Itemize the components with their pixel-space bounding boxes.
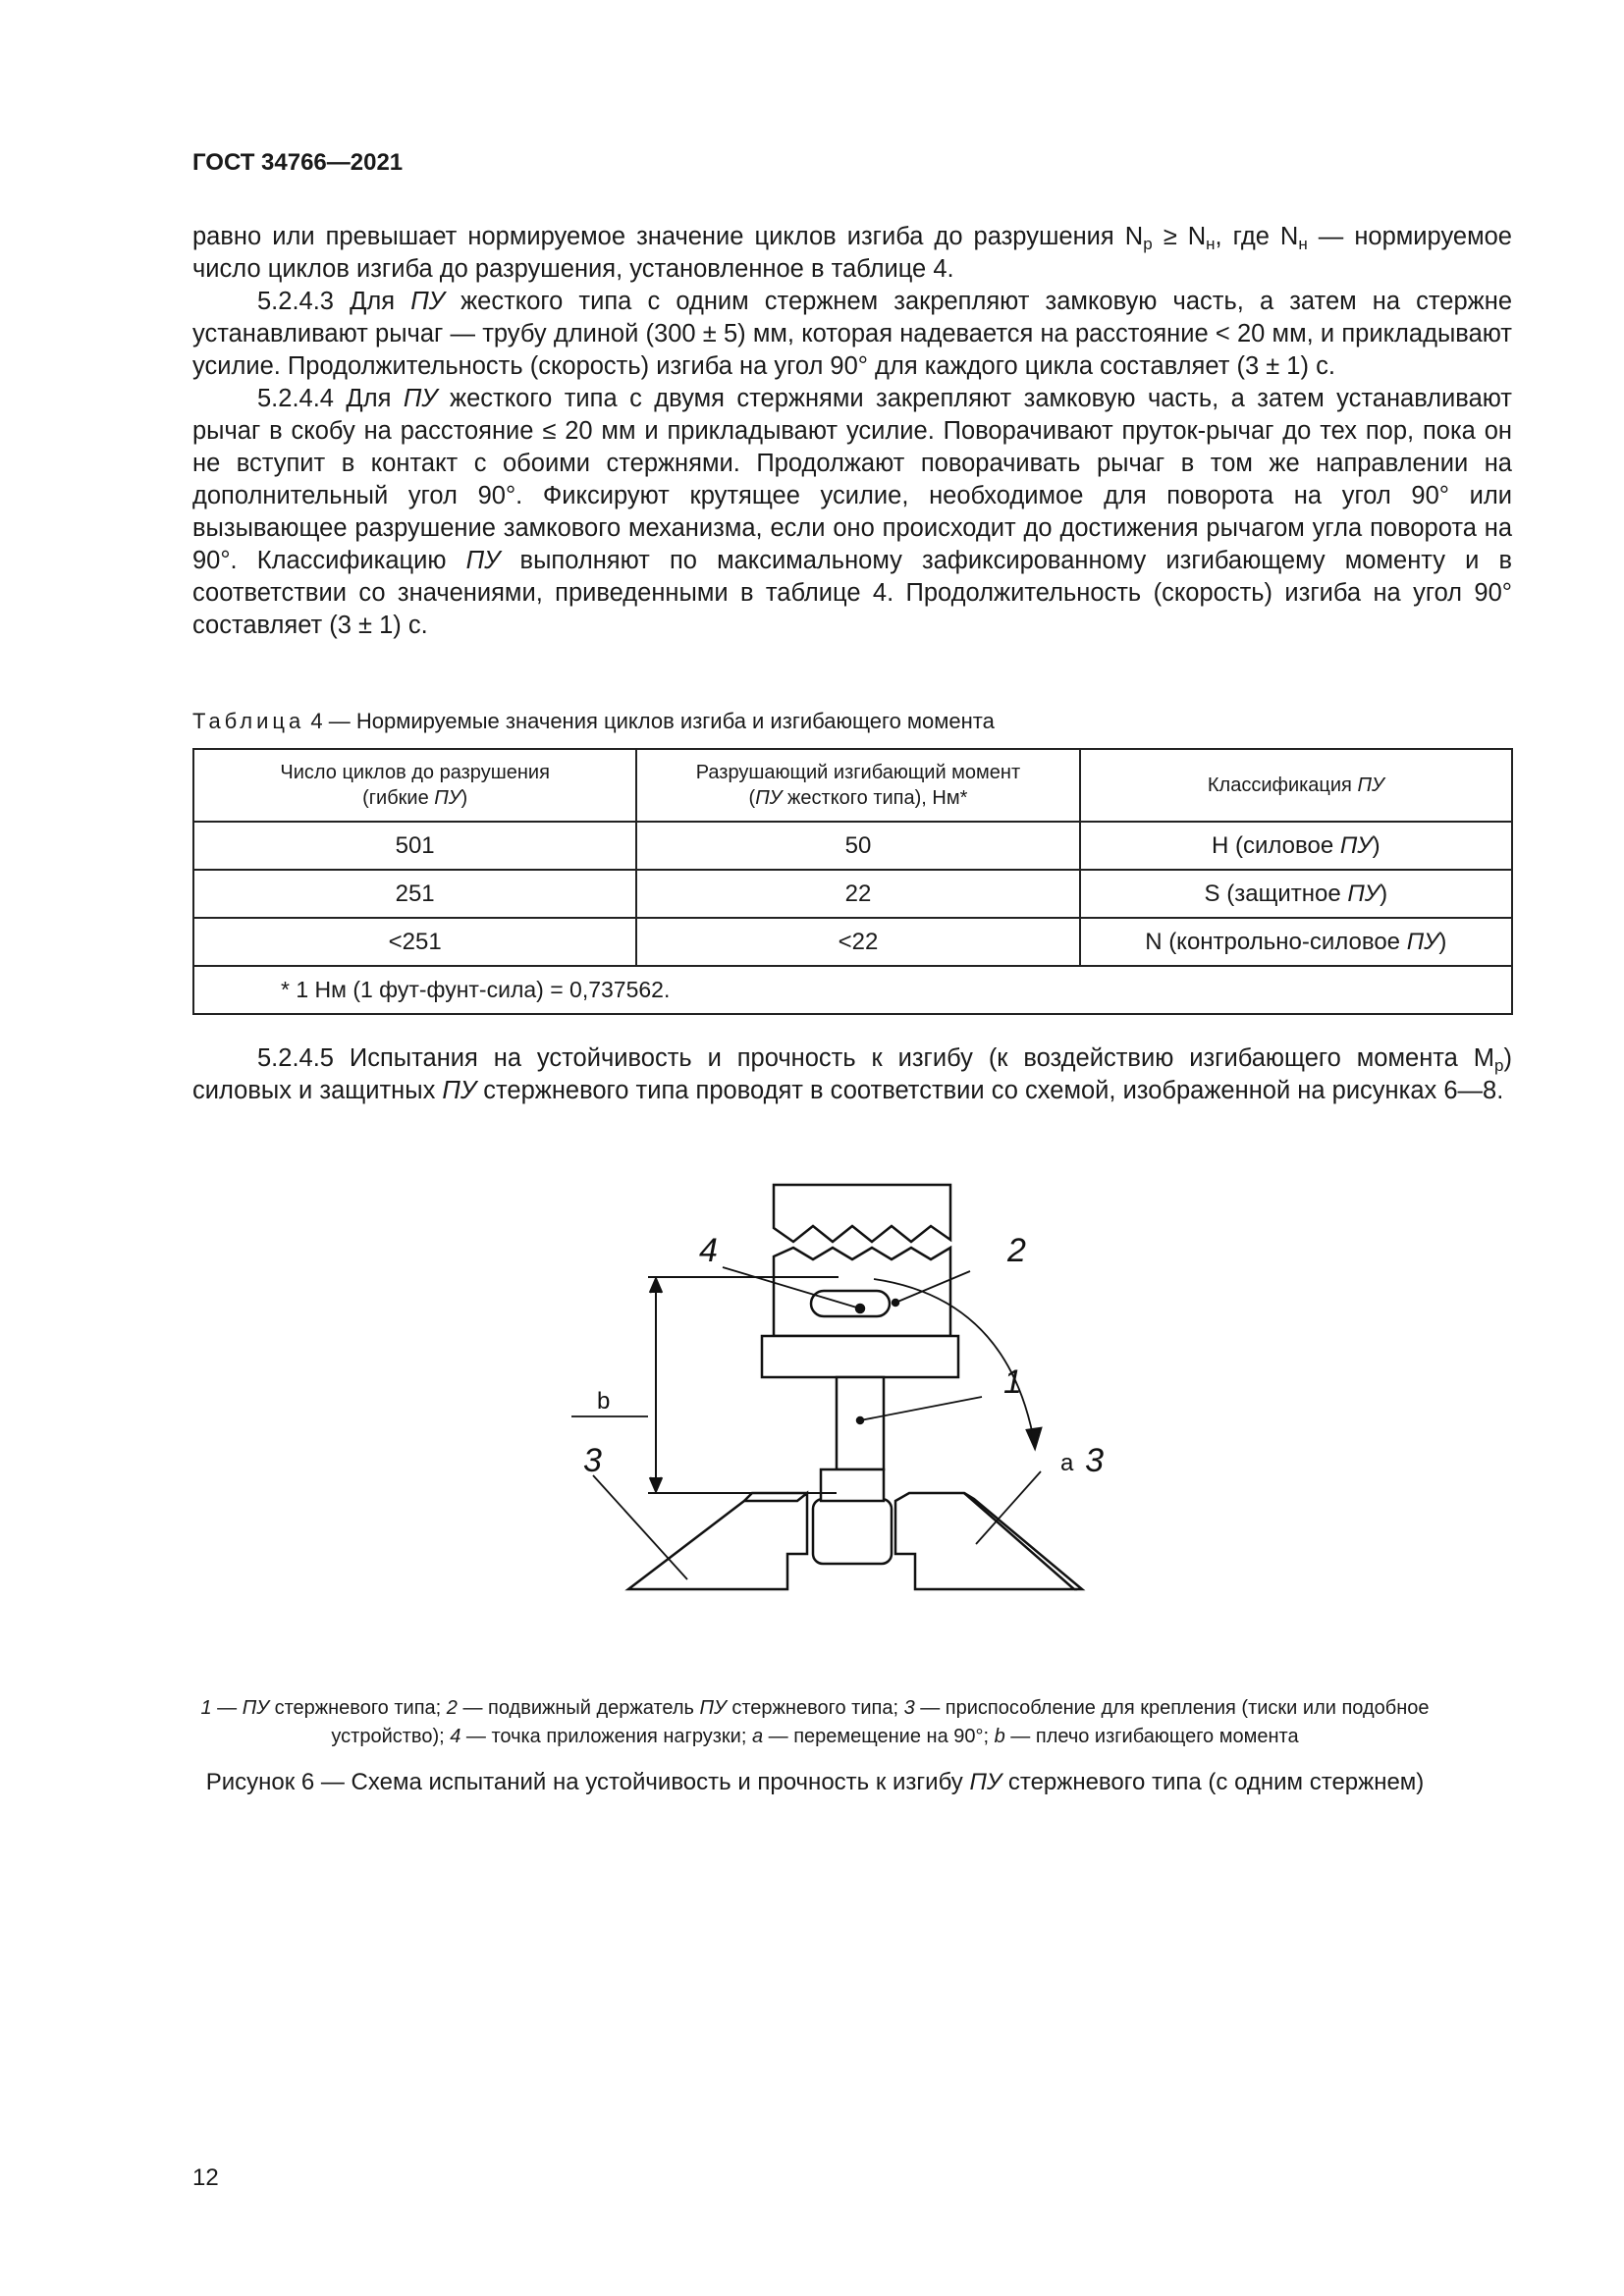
- arrow-bottom: [650, 1477, 662, 1491]
- cell-cycles: <251: [193, 918, 636, 966]
- paragraph-continuation: равно или превышает нормируемое значение циклов изгиба до разрушения $N_р \ge N_н$, где $N_н$ — нормируемое число циклов изгиба до разрушения, установленное в таблице 4.: [192, 223, 1512, 283]
- table-row: [193, 870, 1512, 918]
- label-3-left: 3: [583, 1442, 602, 1479]
- paragraph-5-2-4-5: 5.2.4.5 Испытания на устойчивость и прочность к изгибу (к воздействию изгибающего момента $M_р$) силовых и защитных ПУ стержневого типа проводят в соответствии со схемой, изображенной на рисунках 6—8.: [192, 1044, 1512, 1104]
- cell-moment: 50: [636, 822, 1079, 870]
- page-number: 12: [192, 2164, 219, 2191]
- header-cycles: Число циклов до разрушения (гибкие ПУ): [193, 749, 636, 822]
- table-footnote: * 1 Нм (1 фут-фунт-сила) = 0,737562.: [193, 966, 1512, 1014]
- cell-classification: N (контрольно-силовое ПУ): [1080, 918, 1512, 966]
- table-header-row: [193, 749, 1512, 822]
- paragraph-5-2-4-4: 5.2.4.4 Для ПУ жесткого типа с двумя стержнями закрепляют замковую часть, а затем устанавливают рычаг в скобу на расстояние ≤ 20 мм и прикладывают усилие. Поворачивают пруток-рычаг до тех пор, пока он не вступит в контакт с обоими стержнями. Продолжают поворачивать рычаг в том же направлении на дополнительный угол 90°. Фиксируют крутящее усилие, необходимое для поворота на угол 90° или вызывающее разрушение замкового механизма, если оно происходит до достижения рычагом угла поворота на 90°. Классификацию ПУ выполняют по максимальному зафиксированному изгибающему моменту и в соответствии со значениями, приведенными в таблице 4. Продолжительность (скорость) изгиба на угол 90° составляет (3 ± 1) с.: [192, 385, 1513, 639]
- rotation-arrow: [1027, 1428, 1041, 1448]
- cell-classification: Н (силовое ПУ): [1080, 822, 1512, 870]
- rod-neck: [821, 1469, 884, 1501]
- cell-classification: S (защитное ПУ): [1080, 870, 1512, 918]
- figure-legend: 1 — ПУ стержневого типа; 2 — подвижный держатель ПУ стержневого типа; 3 — приспособление для крепления (тиски или подобное устройство); 4 — точка приложения нагрузки; a — перемещение на 90°; b — плечо изгибающего момента: [200, 1697, 1430, 1747]
- cell-moment: 22: [636, 870, 1079, 918]
- cell-cycles: 251: [193, 870, 636, 918]
- figure-caption: Рисунок 6 — Схема испытаний на устойчивость и прочность к изгибу ПУ стержневого типа (с одним стержнем): [205, 1769, 1425, 1795]
- load-point: [856, 1305, 864, 1312]
- holder-slot: [811, 1291, 890, 1316]
- label-b: b: [597, 1388, 611, 1415]
- holder-point: [893, 1300, 898, 1306]
- table-row: [193, 918, 1512, 966]
- label-2: 2: [1007, 1232, 1026, 1269]
- paragraph-5-2-4-3: 5.2.4.3 Для ПУ жесткого типа с одним стержнем закрепляют замковую часть, а затем на стержне устанавливают рычаг — трубу длиной (300 ± 5) мм, которая надевается на расстояние < 20 мм, и прикладывают усилие. Продолжительность (скорость) изгиба на угол 90° для каждого цикла составляет (3 ± 1) с.: [192, 288, 1512, 380]
- label-a: a: [1060, 1450, 1074, 1476]
- label-4: 4: [699, 1232, 718, 1269]
- upper-jaw: [774, 1185, 950, 1242]
- body-text: [192, 221, 1512, 642]
- label-1: 1: [1003, 1363, 1022, 1401]
- table-caption: Таблица 4 — Нормируемые значения циклов изгиба и изгибающего момента: [192, 709, 995, 733]
- cell-cycles: 501: [193, 822, 636, 870]
- table-row: [193, 822, 1512, 870]
- label-3-right: 3: [1085, 1442, 1104, 1479]
- header-classification: Классификация ПУ: [1080, 749, 1512, 822]
- rod-clamp: [813, 1499, 892, 1564]
- holder-base: [762, 1336, 958, 1377]
- figure-6-diagram: [550, 1163, 1104, 1683]
- table-footnote-row: [193, 966, 1512, 1014]
- header-moment: Разрушающий изгибающий момент (ПУ жесткого типа), Нм*: [636, 749, 1079, 822]
- rod-point: [857, 1417, 863, 1423]
- arrow-top: [650, 1279, 662, 1293]
- fixture-left: [628, 1493, 807, 1589]
- bending-norms-table: [192, 748, 1513, 1015]
- document-header: ГОСТ 34766—2021: [192, 149, 404, 176]
- cell-moment: <22: [636, 918, 1079, 966]
- leader-3-left: [593, 1475, 687, 1579]
